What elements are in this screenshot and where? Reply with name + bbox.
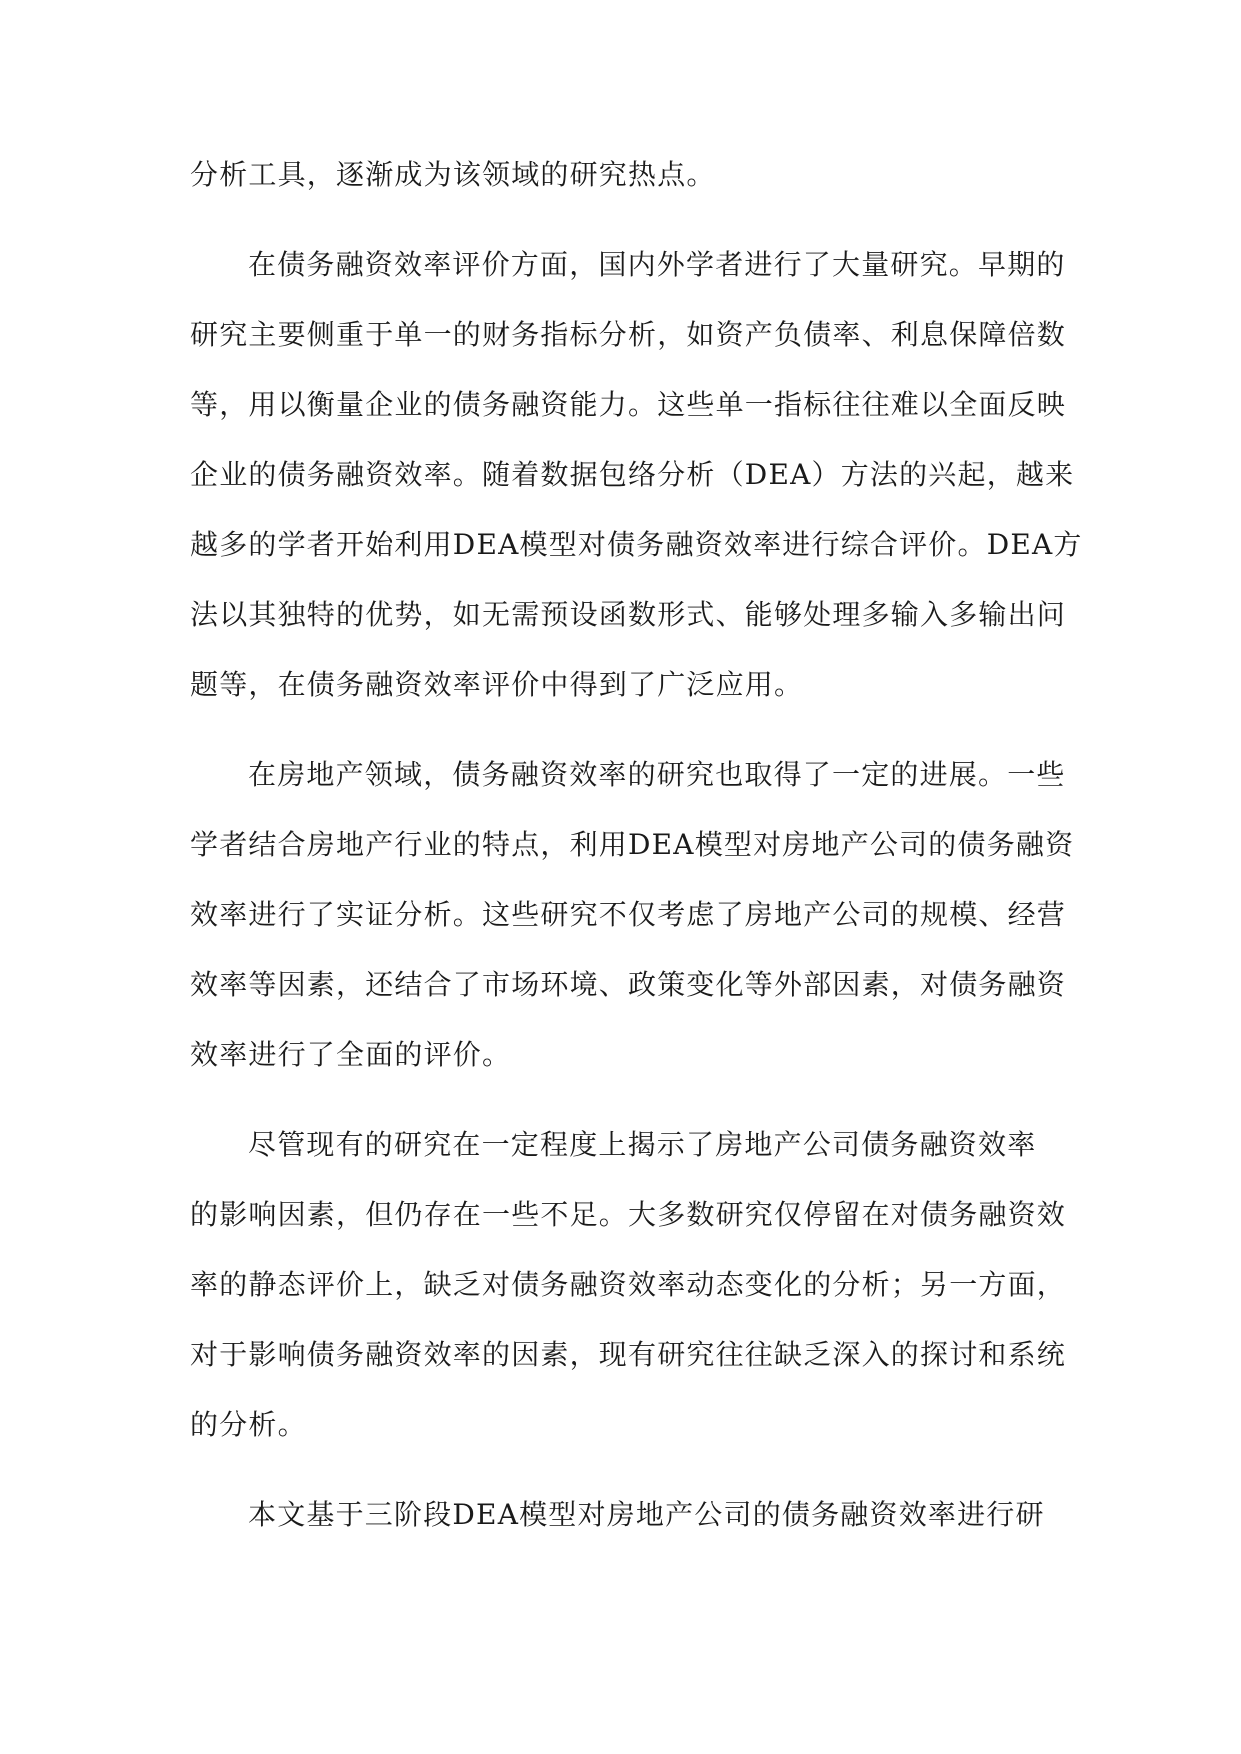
paragraph-gap [190,1460,1060,1480]
text-line: 对于影响债务融资效率的因素，现有研究往往缺乏深入的探讨和系统 [190,1338,1067,1371]
text-line: 率的静态评价上，缺乏对债务融资效率动态变化的分析；另一方面， [190,1268,1067,1301]
text-line: 企业的债务融资效率。随着数据包络分析（DEA）方法的兴起，越来 [190,458,1075,491]
paragraph-gap [190,720,1060,740]
paragraph-first-line: 本文基于三阶段DEA模型对房地产公司的债务融资效率进行研 [248,1498,1045,1531]
text-line: 的影响因素，但仍存在一些不足。大多数研究仅停留在对债务融资效 [190,1198,1067,1231]
text-line: 越多的学者开始利用DEA模型对债务融资效率进行综合评价。DEA方 [190,528,1083,561]
paragraph-first-line: 在房地产领域，债务融资效率的研究也取得了一定的进展。一些 [248,758,1066,791]
paragraph-gap [190,210,1060,230]
text-line: 效率进行了实证分析。这些研究不仅考虑了房地产公司的规模、经营 [190,898,1067,931]
text-line: 研究主要侧重于单一的财务指标分析，如资产负债率、利息保障倍数 [190,318,1067,351]
text-line: 学者结合房地产行业的特点，利用DEA模型对房地产公司的债务融资 [190,828,1075,861]
text-line: 的分析。 [190,1408,307,1441]
text-line: 等，用以衡量企业的债务融资能力。这些单一指标往往难以全面反映 [190,388,1067,421]
body-text [190,140,1083,1550]
text-line: 效率等因素，还结合了市场环境、政策变化等外部因素，对债务融资 [190,968,1067,1001]
text-line: 分析工具，逐渐成为该领域的研究热点。 [190,158,716,191]
paragraph-first-line: 在债务融资效率评价方面，国内外学者进行了大量研究。早期的 [248,248,1066,281]
text-line: 效率进行了全面的评价。 [190,1038,512,1071]
text-line: 法以其独特的优势，如无需预设函数形式、能够处理多输入多输出问 [190,598,1067,631]
paragraph-gap [190,1090,1060,1110]
text-line: 题等，在债务融资效率评价中得到了广泛应用。 [190,668,804,701]
paragraph-first-line: 尽管现有的研究在一定程度上揭示了房地产公司债务融资效率 [248,1128,1037,1161]
